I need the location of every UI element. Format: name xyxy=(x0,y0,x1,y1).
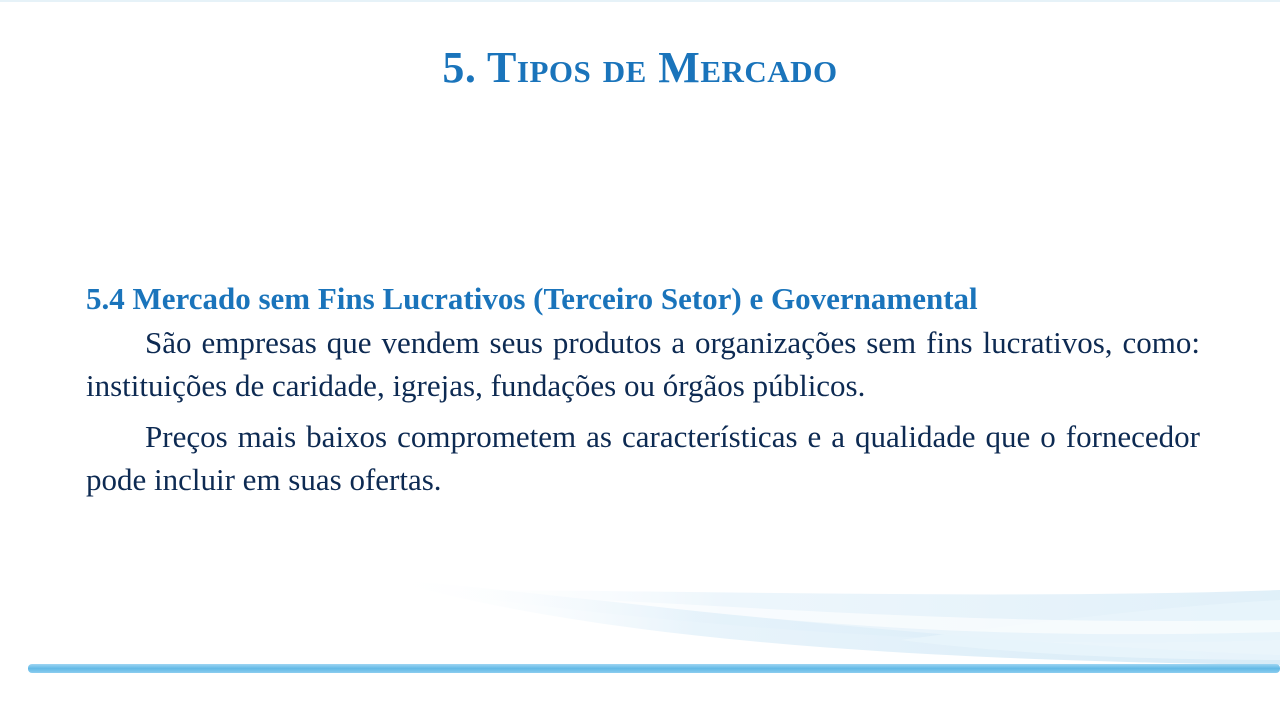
slide-title: 5. Tipos de Mercado xyxy=(442,43,838,92)
accent-bar xyxy=(28,664,1280,673)
paragraph-2: Preços mais baixos comprometem as características e a qualidade que o fornecedor pode incluir em suas ofertas. xyxy=(86,419,1200,497)
slide-content xyxy=(86,277,1200,509)
paragraph-1: São empresas que vendem seus produtos a organizações sem fins lucrativos, como: instituições de caridade, igrejas, fundações ou órgãos públicos. xyxy=(86,325,1200,403)
section-heading: 5.4 Mercado sem Fins Lucrativos (Terceiro Setor) e Governamental xyxy=(86,281,978,316)
